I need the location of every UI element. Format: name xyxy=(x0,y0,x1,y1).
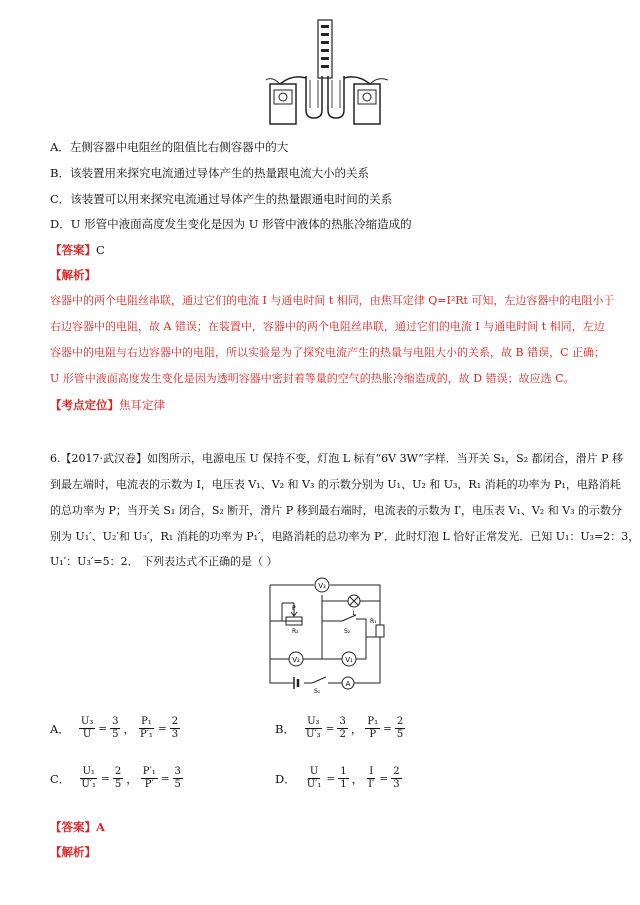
denominator: 3 xyxy=(171,729,179,740)
q6-line-5: U₁′：U₃′=5：2． 下列表达式不正确的是（ ） xyxy=(50,555,278,568)
analysis-heading xyxy=(50,268,96,282)
answer-label: 【答案】 xyxy=(50,820,96,834)
option-text: 左侧容器中电阻丝的阻值比右侧容器中的大 xyxy=(69,140,289,154)
separator: ， xyxy=(350,721,363,736)
option-label: A． xyxy=(50,140,70,154)
numerator: 3 xyxy=(112,716,119,727)
numerator: U₃ xyxy=(80,716,94,727)
answer-value: A xyxy=(96,820,105,834)
r2-label: R₂ xyxy=(292,628,299,635)
fraction xyxy=(304,716,323,741)
option-text: U 形管中液面高度发生变化是因为 U 形管中液体的热胀冷缩造成的 xyxy=(70,217,412,231)
circuit-diagram xyxy=(262,575,392,695)
denominator: U′₁ xyxy=(81,779,97,790)
analysis-line-2: 右边容器中的电阻，故 A 错误；在装置中，容器中的两个电阻丝串联，通过它们的电流 I 与通电时间 t 相同，左边 xyxy=(50,320,605,333)
answer-value: C xyxy=(96,243,105,257)
equals-sign: = xyxy=(379,772,389,785)
ammeter-label: A xyxy=(345,680,351,688)
denominator: U′₃ xyxy=(305,729,321,740)
option-label: B． xyxy=(275,721,295,736)
option-text: 该装置可以用来探究电流通过导体产生的热量跟通电时间的关系 xyxy=(70,192,393,206)
denominator: 5 xyxy=(396,729,404,740)
numerator: P₁ xyxy=(141,716,152,727)
denominator: 1 xyxy=(340,779,347,790)
analysis-label: 【解析】 xyxy=(50,268,96,282)
knowledge-label: 【考点定位】 xyxy=(50,398,119,412)
knowledge-value: 焦耳定律 xyxy=(119,398,165,412)
fraction xyxy=(79,766,98,791)
equals-sign: = xyxy=(98,722,108,735)
denominator: P xyxy=(369,729,377,740)
option-label: B． xyxy=(50,166,70,180)
answer-label: 【答案】 xyxy=(50,243,96,257)
numerator: 2 xyxy=(393,766,400,777)
q6-line-4: 别为 U₁′、U₂′和 U₃′，R₁ 消耗的功率为 P₁′，电路消耗的总功率为 P′．此时灯泡 L 恰好正常发光．已知 U₁：U₃=2：3， xyxy=(50,530,640,543)
option-b xyxy=(50,166,369,180)
option-label: D． xyxy=(50,217,71,231)
equals-sign: = xyxy=(325,722,335,735)
denominator: 3 xyxy=(393,779,400,790)
numerator: 1 xyxy=(340,766,347,777)
analysis-label: 【解析】 xyxy=(50,845,96,859)
fraction xyxy=(395,716,405,741)
denominator: U xyxy=(82,729,92,740)
denominator: 5 xyxy=(114,779,122,790)
option-label: C． xyxy=(50,192,71,206)
option-c xyxy=(50,192,392,206)
numerator: I xyxy=(369,766,374,777)
fraction xyxy=(141,766,158,791)
analysis-line-4: U 形管中液面高度发生变化是因为透明容器中密封着等量的空气的热胀冷缩造成的，故 D 错误；故应选 C。 xyxy=(50,372,575,385)
option-text: 该装置用来探究电流通过导体产生的热量跟电流大小的关系 xyxy=(69,166,369,180)
q6-analysis-heading xyxy=(50,845,96,859)
separator: ， xyxy=(351,771,364,786)
fraction xyxy=(110,716,120,741)
numerator: P′₁ xyxy=(142,766,156,777)
numerator: U₃ xyxy=(307,716,320,727)
fraction xyxy=(79,716,95,741)
denominator: 5 xyxy=(112,729,119,740)
equals-sign: = xyxy=(383,722,392,735)
numerator: P₁ xyxy=(367,716,379,727)
denominator: U′₁ xyxy=(306,779,322,790)
numerator: 2 xyxy=(171,716,179,727)
denominator: P′₁ xyxy=(139,729,153,740)
fraction xyxy=(366,766,376,791)
separator: ， xyxy=(123,721,135,736)
equals-sign: = xyxy=(160,772,170,785)
numerator: 3 xyxy=(339,716,346,727)
q6-line-2: 到最左端时，电流表的示数为 I，电压表 V₁、V₂ 和 V₃ 的示数分别为 U₁、U₂ 和 U₃，R₁ 消耗的功率为 P₁，电路消耗 xyxy=(50,478,621,491)
numerator: 3 xyxy=(174,766,181,777)
joule-apparatus-figure xyxy=(262,18,392,130)
p-label: P xyxy=(292,605,296,612)
numerator: U xyxy=(309,766,319,777)
q6-option-a xyxy=(50,716,181,741)
fraction xyxy=(138,716,155,741)
analysis-line-3: 容器中的电阻与右边容器中的电阻，所以实验是为了探究电流产生的热量与电阻大小的关系，故 B 错误，C 正确； xyxy=(50,346,605,359)
s2-label: S₂ xyxy=(344,628,351,635)
knowledge-row xyxy=(50,398,165,412)
fraction xyxy=(170,716,180,741)
fraction xyxy=(338,766,348,791)
q6-option-b xyxy=(275,716,406,741)
q6-line-3: 的总功率为 P；当开关 S₁ 闭合，S₂ 断开，滑片 P 移到最右端时，电流表的示数为 I′，电压表 V₁、V₂ 和 V₃ 的示数分 xyxy=(50,504,623,517)
q6-answer-row xyxy=(50,820,105,834)
option-a xyxy=(50,140,288,154)
q6-line-1: 6.【2017·武汉卷】如图所示，电源电压 U 保持不变，灯泡 L 标有“6V 3W”字样．当开关 S₁，S₂ 都闭合，滑片 P 移 xyxy=(50,452,624,465)
option-label: A． xyxy=(50,721,70,736)
v2-label: V₂ xyxy=(292,656,300,664)
equals-sign: = xyxy=(326,772,336,785)
denominator: 2 xyxy=(339,729,346,740)
fraction xyxy=(173,766,183,791)
option-label: C． xyxy=(50,771,71,786)
fraction xyxy=(113,766,123,791)
numerator: 2 xyxy=(114,766,122,777)
v1-label: V₁ xyxy=(345,656,353,664)
option-label: D． xyxy=(275,771,296,786)
equals-sign: = xyxy=(157,722,167,735)
option-d xyxy=(50,217,412,231)
analysis-line-1: 容器中的两个电阻丝串联，通过它们的电流 I 与通电时间 t 相同，由焦耳定律 Q=I²Rt 可知，左边容器中的电阻小于 xyxy=(50,294,615,307)
fraction xyxy=(337,716,347,741)
denominator: 5 xyxy=(174,779,181,790)
numerator: U₁ xyxy=(82,766,95,777)
q6-option-d xyxy=(275,766,403,791)
separator: ， xyxy=(126,771,138,786)
numerator: 2 xyxy=(396,716,404,727)
v3-label: V₃ xyxy=(318,582,326,590)
r1-label: R₁ xyxy=(370,618,377,625)
fraction xyxy=(305,766,324,791)
denominator: I′ xyxy=(368,779,375,790)
equals-sign: = xyxy=(101,772,110,785)
lamp-label: L xyxy=(352,610,356,617)
denominator: P′ xyxy=(144,779,154,790)
fraction xyxy=(365,716,380,741)
fraction xyxy=(391,766,401,791)
answer-row xyxy=(50,243,105,257)
s1-label: S₁ xyxy=(314,688,321,695)
q6-option-c xyxy=(50,766,184,791)
